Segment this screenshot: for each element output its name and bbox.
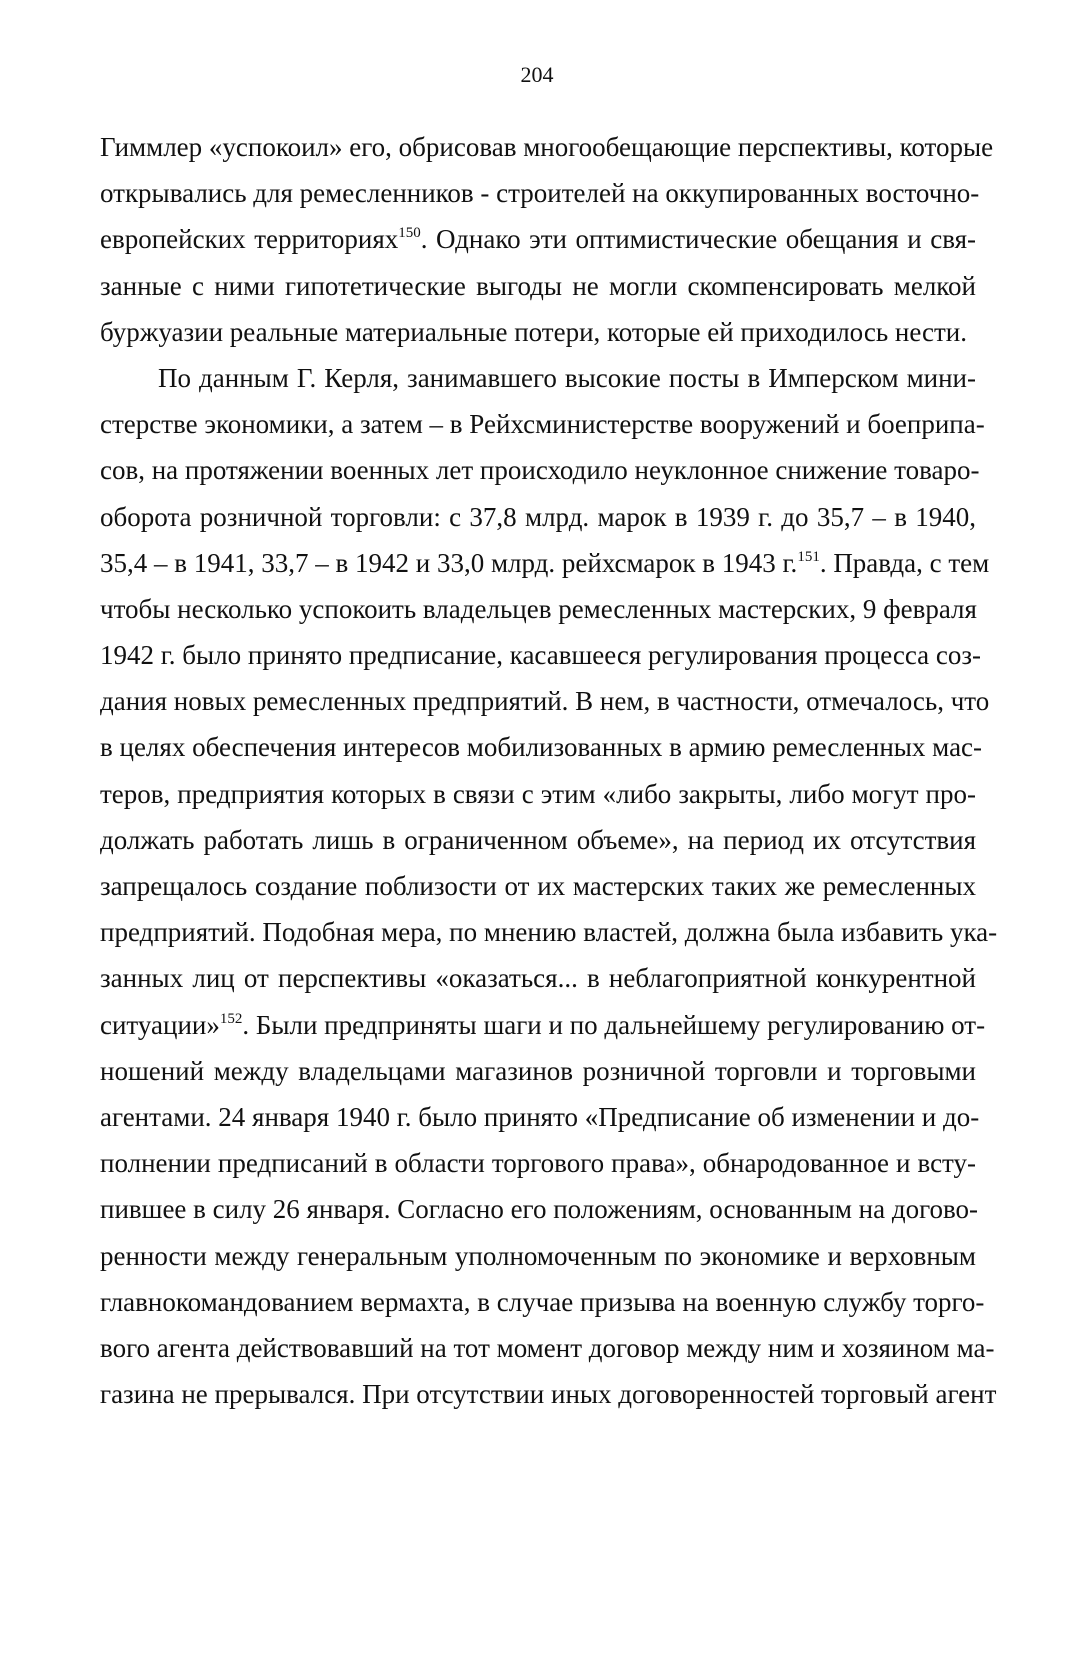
text-line (100, 263, 976, 309)
line-text: . Правда, с тем (819, 547, 990, 578)
line-text: ренности между генеральным уполномоченным по экономике и верховным (100, 1240, 976, 1271)
body-text (100, 124, 998, 1417)
text-line (100, 216, 976, 262)
line-text: открывались для ремесленников - строителей на оккупированных восточно- (100, 178, 980, 209)
line-text: газина не прерывался. При отсутствии иных договоренностей торговый агент (100, 1379, 997, 1410)
text-line (100, 632, 982, 678)
line-text: агентами. 24 января 1940 г. было принято «Предписание об изменении и до- (100, 1101, 980, 1132)
line-text: . Были предприняты шаги и по дальнейшему регулированию от- (242, 1009, 986, 1040)
text-line (100, 447, 980, 493)
line-text: главнокомандованием вермахта, в случае призыва на военную службу торго- (100, 1286, 985, 1317)
footnote-ref-152[interactable]: 152 (219, 1010, 243, 1027)
text-line (100, 1233, 976, 1279)
text-line (100, 1325, 995, 1371)
text-line (100, 909, 998, 955)
footnote-ref-150[interactable]: 150 (398, 225, 421, 242)
text-line (100, 1002, 986, 1048)
line-text: занных лиц от перспективы «оказаться... в неблагоприятной конкурентной (100, 963, 976, 994)
paragraph-2 (100, 355, 998, 1417)
line-text: По данным Г. Керля, занимавшего высокие посты в Имперском мини- (158, 362, 976, 393)
line-text: вого агента действовавший на тот момент договор между ним и хозяином ма- (100, 1332, 995, 1363)
line-text: Гиммлер «успокоил» его, обрисовав многообещающие перспективы, которые (100, 132, 994, 162)
text-line (100, 678, 990, 724)
line-text: ношений между владельцами магазинов розничной торговли и торговыми (100, 1055, 976, 1086)
text-line (100, 124, 994, 170)
line-text: дания новых ремесленных предприятий. В нем, в частности, отмечалось, что (100, 686, 990, 717)
line-text: предприятий. Подобная мера, по мнению властей, должна была избавить ука- (100, 917, 998, 948)
text-line (100, 1094, 980, 1140)
text-line (100, 817, 976, 863)
line-text: сов, на протяжении военных лет происходило неуклонное снижение товаро- (100, 455, 980, 486)
line-text: полнении предписаний в области торгового права», обнародованное и всту- (100, 1148, 976, 1179)
text-line (100, 1186, 979, 1232)
text-line (100, 540, 990, 586)
footnote-ref-151[interactable]: 151 (797, 548, 820, 565)
text-line (100, 401, 985, 447)
text-line (100, 494, 976, 540)
text-line (100, 1371, 997, 1417)
line-text: запрещалось создание поблизости от их мастерских таких же ремесленных (100, 871, 976, 901)
text-line (100, 309, 976, 355)
line-text: буржуазии реальные материальные потери, которые ей приходилось нести. (100, 316, 967, 347)
text-line (100, 955, 976, 1001)
line-text: стерстве экономики, а затем – в Рейхсминистерстве вооружений и боеприпа- (100, 409, 985, 440)
text-line (100, 724, 983, 770)
text-line (100, 771, 976, 817)
text-line (100, 1048, 976, 1094)
text-line (100, 355, 976, 401)
line-text: занные с ними гипотетические выгоды не могли скомпенсировать мелкой (100, 270, 976, 301)
line-text: пившее в силу 26 января. Согласно его положениям, основанным на догово- (100, 1194, 979, 1225)
line-text: в целях обеспечения интересов мобилизованных в армию ремесленных мас- (100, 732, 983, 763)
page-number: 204 (520, 62, 554, 87)
line-text: 35,4 – в 1941, 33,7 – в 1942 и 33,0 млрд. рейхсмарок в 1943 г. (100, 547, 798, 578)
line-text: оборота розничной торговли: с 37,8 млрд. марок в 1939 г. до 35,7 – в 1940, (100, 501, 976, 532)
line-text: ситуации» (100, 1009, 220, 1040)
line-text: чтобы несколько успокоить владельцев ремесленных мастерских, 9 февраля (100, 593, 977, 624)
text-line (100, 586, 976, 632)
text-line (100, 170, 980, 216)
line-text: . Однако эти оптимистические обещания и свя- (420, 224, 976, 255)
line-text: европейских территориях (100, 224, 399, 255)
paragraph-1 (100, 124, 994, 355)
line-text: должать работать лишь в ограниченном объеме», на период их отсутствия (100, 824, 976, 855)
text-line (100, 1279, 985, 1325)
line-text: 1942 г. было принято предписание, касавшееся регулирования процесса соз- (100, 640, 982, 671)
text-line (100, 863, 976, 909)
line-text: теров, предприятия которых в связи с этим «либо закрыты, либо могут про- (100, 778, 976, 809)
text-line (100, 1140, 976, 1186)
